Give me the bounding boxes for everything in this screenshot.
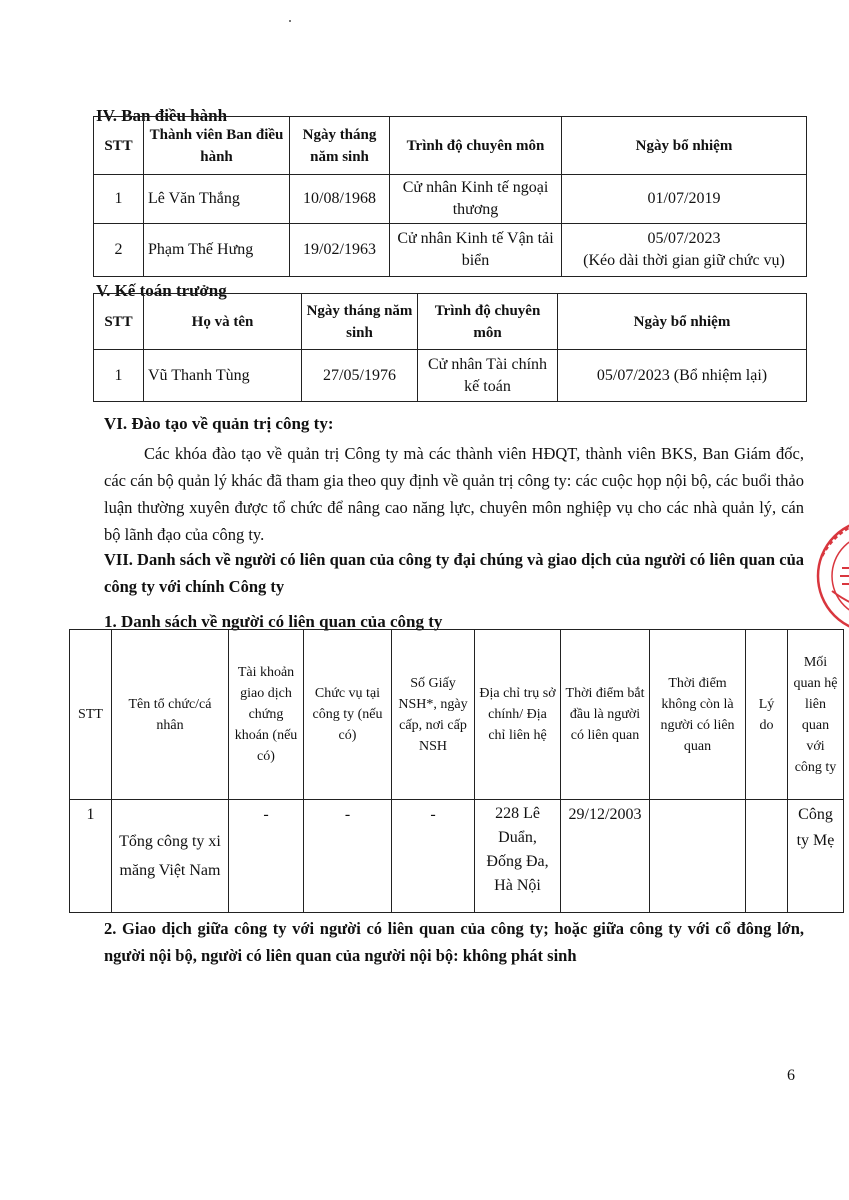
- cell-degree: Cử nhân Kinh tế ngoại thương: [390, 175, 562, 224]
- section-6-body: Các khóa đào tạo về quản trị Công ty mà các thành viên HĐQT, thành viên BKS, Ban Giám đốc, các cán bộ quản lý khác đã tham gia theo quy định về quản trị công ty: các cuộc họp nội bộ, các buổi thảo luận thường xuyên được tổ chức để nâng cao năng lực, chuyên môn nghiệp vụ cho các nhà quản lý, cán bộ lãnh đạo của công ty.: [104, 444, 804, 544]
- header-reason: Lý do: [746, 630, 788, 800]
- table-header-row: [94, 294, 807, 350]
- header-nsh: Số Giấy NSH*, ngày cấp, nơi cấp NSH: [392, 630, 475, 800]
- cell-name: Vũ Thanh Tùng: [144, 350, 302, 402]
- cell-name: Lê Văn Thắng: [144, 175, 290, 224]
- header-end: Thời điểm không còn là người có liên quan: [650, 630, 746, 800]
- related-persons-table: [69, 629, 844, 913]
- cell-nsh: -: [392, 800, 475, 913]
- header-relation: Mối quan hệ liên quan với công ty: [788, 630, 844, 800]
- cell-dob: 19/02/1963: [290, 224, 390, 277]
- appoint-note: (Kéo dài thời gian giữ chức vụ): [583, 252, 785, 269]
- company-seal-stamp: [812, 516, 849, 636]
- table-header-row: [70, 630, 844, 800]
- header-dob: Ngày tháng năm sinh: [290, 117, 390, 175]
- cell-account: -: [229, 800, 304, 913]
- header-appoint: Ngày bổ nhiệm: [562, 117, 807, 175]
- chief-accountant-table: [93, 293, 807, 402]
- section-6-heading: VI. Đào tạo về quản trị công ty:: [104, 414, 334, 433]
- header-stt: STT: [70, 630, 112, 800]
- cell-appoint: 05/07/2023 (Bổ nhiệm lại): [558, 350, 807, 402]
- section-7-sub2: 2. Giao dịch giữa công ty với người có liên quan của công ty; hoặc giữa công ty với cổ đông lớn, người nội bộ, người có liên quan của người nội bộ: không phát sinh: [104, 919, 804, 965]
- table-row: [70, 800, 844, 913]
- cell-name: Phạm Thế Hưng: [144, 224, 290, 277]
- appoint-date: 05/07/2023: [647, 230, 721, 247]
- header-name: Họ và tên: [144, 294, 302, 350]
- header-degree: Trình độ chuyên môn: [390, 117, 562, 175]
- cell-dob: 10/08/1968: [290, 175, 390, 224]
- executive-board-table: [93, 116, 807, 277]
- cell-degree: Cử nhân Tài chính kế toán: [418, 350, 558, 402]
- table-row: [94, 175, 807, 224]
- cell-stt: 1: [70, 800, 112, 913]
- cell-stt: 1: [94, 175, 144, 224]
- header-appoint: Ngày bổ nhiệm: [558, 294, 807, 350]
- header-start: Thời điểm bắt đầu là người có liên quan: [561, 630, 650, 800]
- page-number: 6: [787, 1067, 795, 1084]
- cell-start: 29/12/2003: [561, 800, 650, 913]
- header-address: Địa chỉ trụ sở chính/ Địa chỉ liên hệ: [475, 630, 561, 800]
- table-row: [94, 224, 807, 277]
- cell-appoint: [562, 224, 807, 277]
- cell-reason: [746, 800, 788, 913]
- cell-appoint: 01/07/2019: [562, 175, 807, 224]
- section-7-heading: VII. Danh sách về người có liên quan của công ty đại chúng và giao dịch của người có liên quan của công ty với chính Công ty: [104, 550, 804, 596]
- header-degree: Trình độ chuyên môn: [418, 294, 558, 350]
- section-4-heading: IV. Ban điều hành: [96, 106, 228, 125]
- section-5-heading: V. Kế toán trưởng: [96, 281, 227, 300]
- scan-mark: [289, 20, 291, 22]
- header-position: Chức vụ tại công ty (nếu có): [304, 630, 392, 800]
- header-member: Thành viên Ban điều hành: [144, 117, 290, 175]
- cell-address: 228 Lê Duẩn, Đống Đa, Hà Nội: [475, 800, 561, 913]
- table-row: [94, 350, 807, 402]
- cell-position: -: [304, 800, 392, 913]
- section-7-sub1: 1. Danh sách về người có liên quan của công ty: [104, 612, 443, 631]
- cell-relation: Công ty Mẹ: [788, 800, 844, 913]
- cell-org-name: Tổng công ty xi măng Việt Nam: [112, 800, 229, 913]
- cell-stt: 1: [94, 350, 144, 402]
- header-account: Tài khoản giao dịch chứng khoán (nếu có): [229, 630, 304, 800]
- header-dob: Ngày tháng năm sinh: [302, 294, 418, 350]
- table-header-row: [94, 117, 807, 175]
- cell-stt: 2: [94, 224, 144, 277]
- cell-dob: 27/05/1976: [302, 350, 418, 402]
- header-org-name: Tên tổ chức/cá nhân: [112, 630, 229, 800]
- header-stt: STT: [94, 117, 144, 175]
- cell-end: [650, 800, 746, 913]
- header-stt: STT: [94, 294, 144, 350]
- cell-degree: Cử nhân Kinh tế Vận tải biển: [390, 224, 562, 277]
